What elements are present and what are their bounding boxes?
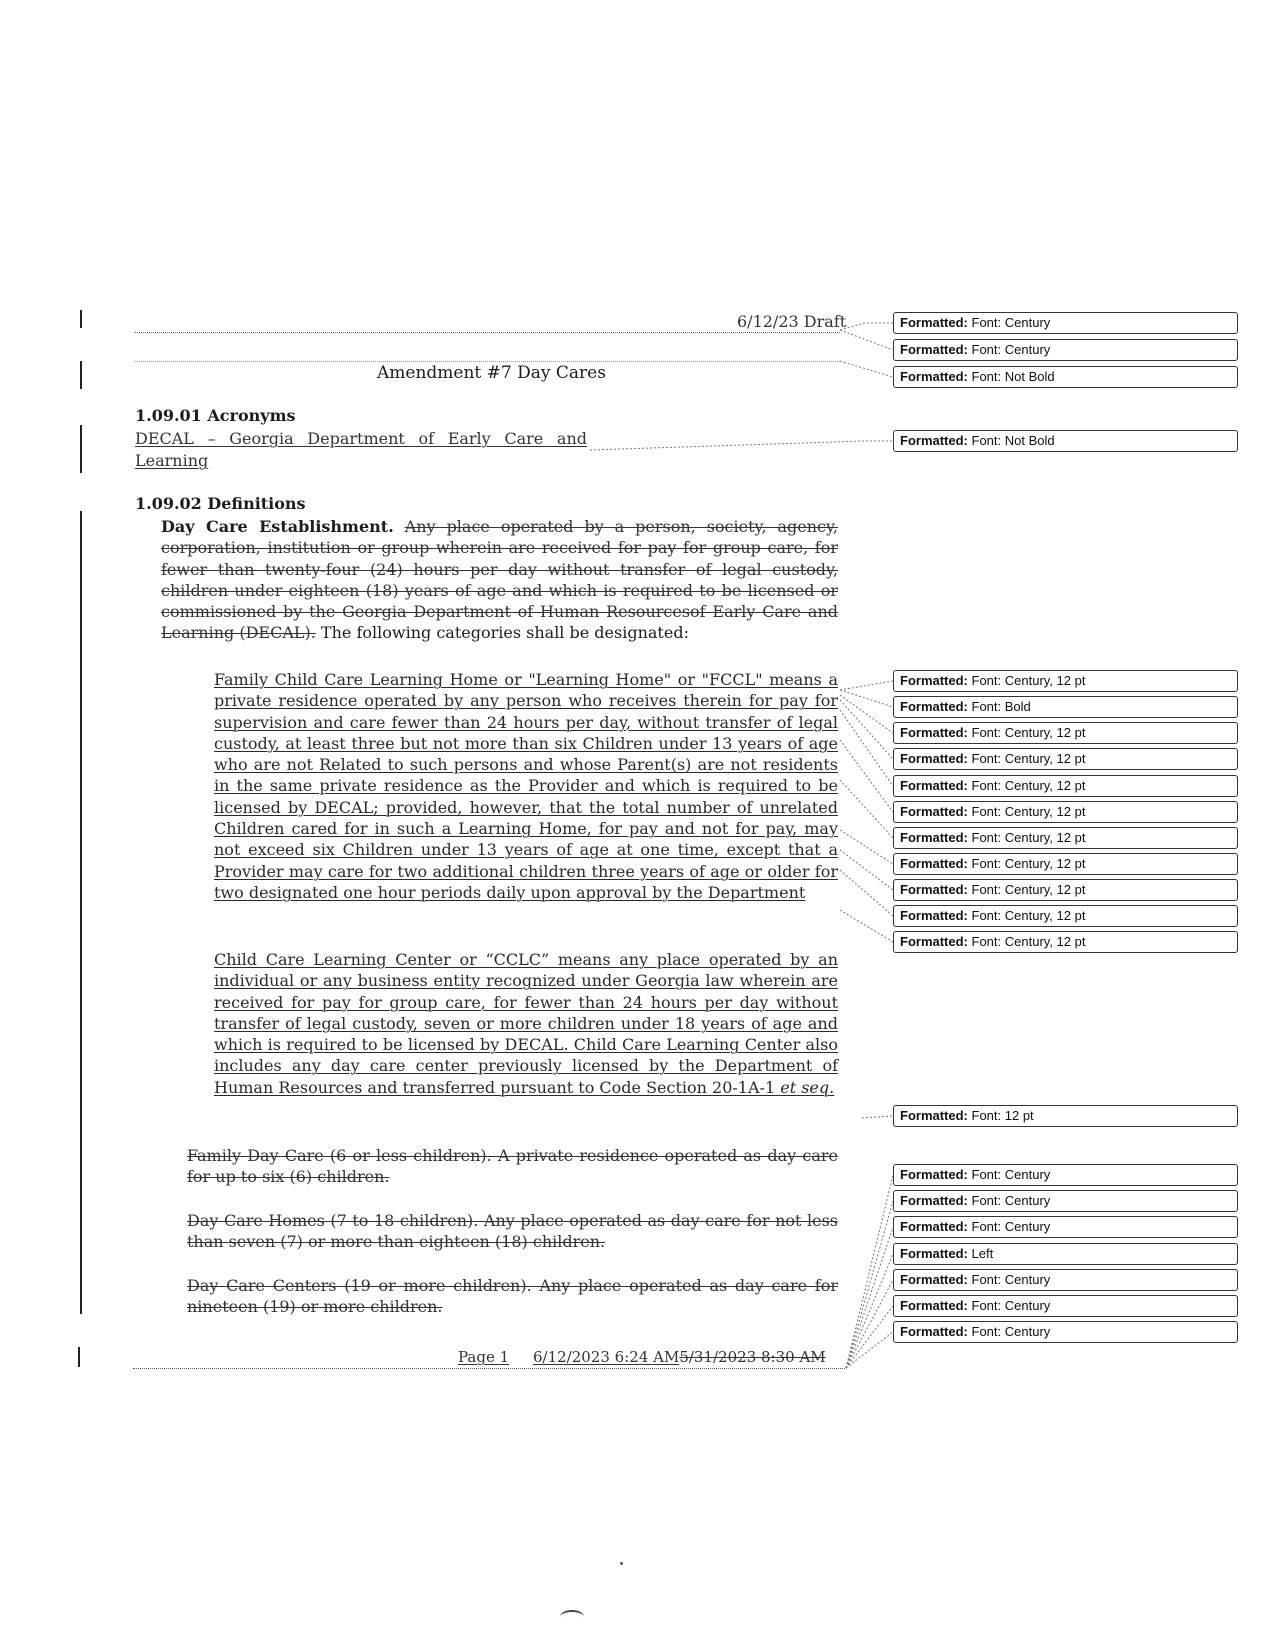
format-comment[interactable]: Formatted: Font: Century, 12 pt <box>893 722 1238 744</box>
format-comment[interactable]: Formatted: Font: Century <box>893 1216 1238 1238</box>
document-title: Amendment #7 Day Cares <box>377 363 606 383</box>
term-day-care-establishment: Day Care Establishment. <box>161 517 394 536</box>
footer-date: 6/12/2023 6:24 AM <box>533 1348 680 1366</box>
format-comment[interactable]: Formatted: Font: Century <box>893 339 1238 361</box>
format-comment[interactable]: Formatted: Font: Century, 12 pt <box>893 670 1238 692</box>
day-care-centers-text: Day Care Centers (19 or more children). Any place operated as day care for nineteen (19) or more children. <box>187 1276 838 1317</box>
scan-mark <box>560 1610 584 1624</box>
decal-acronym: DECAL – Georgia Department of Early Care and Learning <box>135 429 587 470</box>
format-comment[interactable]: Formatted: Font: Century, 12 pt <box>893 879 1238 901</box>
format-comment[interactable]: Formatted: Font: Century <box>893 1295 1238 1317</box>
page-number: Page 1 <box>458 1348 510 1366</box>
format-comment[interactable]: Formatted: Font: Century <box>893 1321 1238 1343</box>
inserted-deleted-agency: of Early Care and Learning (DECAL). <box>161 602 838 643</box>
format-comment[interactable]: Formatted: Font: Century, 12 pt <box>893 827 1238 849</box>
format-comment[interactable]: Formatted: Font: Bold <box>893 696 1238 718</box>
cclc-text: Child Care Learning Center or “CCLC” means any place operated by an individual or any business entity recognized under Georgia law wherein are received for pay for group care, for fewer than 24 hours per day without transfer of legal custody, seven or more children under 18 years of age and which is required to be licensed by DECAL. Child Care Learning Center also includes any day care center previously licensed by the Department of Human Resources and transferred pursuant to Code Section 20-1A-1 <box>214 950 838 1097</box>
format-comment[interactable]: Formatted: Font: Century <box>893 1269 1238 1291</box>
acronyms-heading: 1.09.01 Acronyms <box>135 406 296 425</box>
scan-speck <box>620 1562 623 1565</box>
fccl-text: Family Child Care Learning Home or "Learning Home" or "FCCL" means a private residence operated by any person who receives therein for pay for supervision and care fewer than 24 hours per day, without transfer of legal custody, at least three but not more than six Children under 13 years of age who are not Related to such persons and whose Parent(s) are not residents in the same private residence as the Provider and which is required to be licensed by DECAL; provided, however, that the total number of unrelated Children cared for in such a Learning Home, for pay and not for pay, may not exceed six Children under 13 years of age at one time, except that a Provider may care for two additional children three years of age or older for two designated one hour periods daily upon approval by the Department <box>214 670 838 902</box>
format-comment[interactable]: Formatted: Font: Century <box>893 312 1238 334</box>
day-care-homes-text: Day Care Homes (7 to 18 children). Any place operated as day care for not less than seven (7) or more than eighteen (18) children. <box>187 1211 838 1252</box>
format-comment[interactable]: Formatted: Font: Century <box>893 1190 1238 1212</box>
format-comment[interactable]: Formatted: Font: Century, 12 pt <box>893 801 1238 823</box>
cclc-et-seq: et seq. <box>780 1077 835 1097</box>
draft-date: 6/12/23 Draft <box>737 312 847 331</box>
deleted-definition-text: Any place operated by a person, society, agency, corporation, institution or group wherein are received for pay for group care, for fewer than twenty-four (24) hours per day without transfer of legal custody, children under eighteen (18) years of age and which is required to be licensed or commissioned by the Georgia Department of Human Resources <box>161 517 838 622</box>
format-comment[interactable]: Formatted: Font: Century, 12 pt <box>893 748 1238 770</box>
categories-lead-in: The following categories shall be designated: <box>315 623 689 643</box>
format-comment[interactable]: Formatted: Font: Not Bold <box>893 430 1238 452</box>
format-comment[interactable]: Formatted: Font: Century, 12 pt <box>893 931 1238 953</box>
format-comment[interactable]: Formatted: Font: Century <box>893 1164 1238 1186</box>
format-comment[interactable]: Formatted: Font: Not Bold <box>893 366 1238 388</box>
format-comment[interactable]: Formatted: Font: 12 pt <box>893 1105 1238 1127</box>
footer-deleted-date: 5/31/2023 8:30 AM <box>679 1348 826 1366</box>
family-day-care-text: Family Day Care (6 or less children). A private residence operated as day care for up to six (6) children. <box>187 1146 838 1187</box>
format-comment[interactable]: Formatted: Font: Century, 12 pt <box>893 905 1238 927</box>
definitions-heading: 1.09.02 Definitions <box>135 494 306 513</box>
format-comment[interactable]: Formatted: Font: Century, 12 pt <box>893 775 1238 797</box>
format-comment[interactable]: Formatted: Left <box>893 1243 1238 1265</box>
format-comment[interactable]: Formatted: Font: Century, 12 pt <box>893 853 1238 875</box>
